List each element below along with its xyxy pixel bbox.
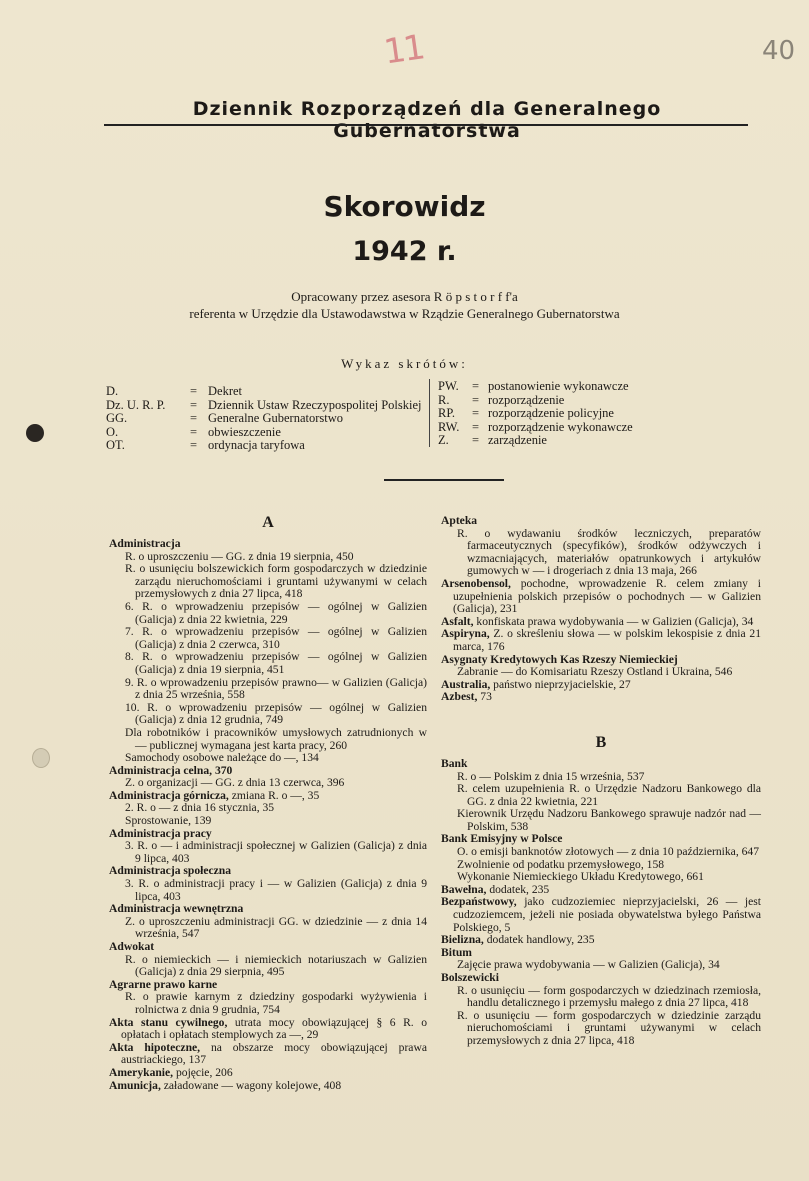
index-subentry: Dla robotników i pracowników umysłowych zatrudnionych w — publicznej wymagana jest karta pracy, 260 [125,725,427,752]
index-heading: Bitum [441,945,472,959]
abbreviation-meaning: zarządzenie [488,433,547,447]
index-subentry: R. o usunięciu — form gospodarczych w dziedzinach rzemiosła, handlu detalicznego i przemysłu małego z dnia 27 lipca, 418 [457,983,761,1010]
abbreviation-key: RP. [438,406,456,420]
index-heading: Administracja [109,537,181,550]
index-entry-detail: załadowane — wagony kolejowe, 408 [160,1078,342,1092]
red-folio-mark: 11 [381,27,426,73]
abbreviation-equals: = [190,384,198,398]
index-subentry: Z. o organizacji — GG. z dnia 13 czerwca, 396 [125,776,345,790]
abbreviation-equals: = [472,433,480,447]
index-heading: Bank Emisyjny w Polsce [441,832,563,846]
index-entry-detail: konfiskata prawa wydobywania — w Galizien (Galicja), 34 [473,614,754,628]
abbreviation-key: Z. [438,433,449,447]
index-subentry: 3. R. o administracji pracy i — w Galizien (Galicja) z dnia 9 lipca, 403 [125,877,427,903]
index-subentry: R. o uproszczeniu — GG. z dnia 19 sierpnia, 450 [125,549,354,563]
index-entry-term: Australia, [441,677,491,691]
abbreviation-equals: = [472,392,480,407]
section-rule [384,479,504,481]
abbreviation-row [106,439,422,453]
index-entry-term: Arsenobensol, [441,576,511,590]
index-subentry: Sprostowanie, 139 [125,814,212,828]
page-title: Skorowidz [323,190,486,223]
index-subentry: 10. R. o wprowadzeniu przepisów — ogólnej w Galizien (Galicja) z dnia 12 grudnia, 749 [125,700,427,727]
abbreviations-right [438,380,633,448]
index-column-left [109,512,427,1092]
index-list [109,538,427,1092]
index-subentry: R. o — Polskim z dnia 15 września, 537 [457,769,645,783]
index-subentry: R. o usunięciu — form gospodarczych w dziedzinie zarządu nieruchomościami i gruntami używanymi w celach przemysłowych z dnia 27 lipca, 418 [457,1008,761,1047]
index-subentry: R. celem uzupełnienia R. o Urzędzie Nadzoru Bankowego dla GG. z dnia 22 kwietnia, 221 [457,782,761,808]
index-entry-term: Bezpaństwowy, [441,895,517,909]
index-entry [441,691,761,704]
index-entry-detail: utrata mocy obowiązującej § 6 R. o opłatach i opłatach stemplowych za —, 29 [121,1015,427,1042]
index-heading: Bolszewicki [441,971,499,984]
index-entry-term: Administracja górnicza, [109,788,229,802]
index-subentry: Zabranie — do Komisariatu Rzeszy Ostland i Ukraina, 546 [457,665,733,679]
abbreviation-meaning: Generalne Gubernatorstwo [208,411,344,425]
abbreviation-equals: = [472,379,480,393]
abbreviation-row [438,421,633,435]
abbreviations-left [106,385,422,453]
abbreviation-equals: = [190,411,198,425]
index-subentry: Samochody osobowe należące do —, 134 [125,751,319,765]
index-heading: Agrarne prawo karne [109,977,218,991]
abbreviation-meaning: rozporządzenie [488,392,565,407]
index-entry-detail: Z. o skreśleniu słowa — w polskim lekospisie z dnia 21 marca, 176 [453,627,761,653]
index-entry-term: Akta hipoteczne, [109,1040,201,1054]
page-year: 1942 r. [352,236,457,267]
index-entry [441,578,761,616]
index-entry [441,896,761,934]
abbreviation-row [438,407,633,421]
index-subentry: R. o niemieckich — i niemieckich notariuszach w Galizien (Galicja) z dnia 29 sierpnia, 495 [125,952,427,979]
index-subentry: 3. R. o — i administracji społecznej w Galizien (Galicja) z dnia 9 lipca, 403 [125,839,427,865]
abbreviation-row [106,412,422,426]
index-entry-term: Aspiryna, [441,627,490,641]
abbreviation-meaning: rozporządzenie wykonawcze [488,419,633,434]
index-letter: A [262,514,274,531]
abbreviation-meaning: ordynacja taryfowa [208,438,305,452]
index-entry-detail: pochodne, wprowadzenie R. celem zmiany i uzupełnienia polskich przepisów o pochodnych — w Galizien (Galicja), 231 [453,576,761,616]
index-subentry: Zwolnienie od podatku przemysłowego, 158 [457,857,665,871]
index-entry-term: Amerykanie, [109,1065,174,1079]
abbreviation-key: Dz. U. R. P. [106,397,166,412]
index-heading: Administracja pracy [109,826,212,840]
abbreviation-key: D. [106,384,119,398]
prepared-by-line: Opracowany przez asesora R ö p s t o r f f'a [291,289,518,304]
index-heading: Administracja wewnętrzna [109,902,244,916]
index-list [441,758,761,1048]
index-entry [441,628,761,653]
index-subentry: R. o usunięciu bolszewickich form gospodarczych w dziedzinie zarządu nieruchomościami i gruntami używanymi w celach przemysłowych z dnia 27 lipca, 418 [125,562,427,601]
index-entry-detail: na obszarze mocy obowiązującej prawa austriackiego, 137 [121,1040,427,1067]
punch-hole [26,424,44,442]
index-entry-term: Bawełna, [441,882,487,896]
index-entry-term: Akta stanu cywilnego, [109,1015,228,1029]
abbreviation-meaning: rozporządzenie policyjne [488,406,614,420]
index-entry [109,1080,427,1093]
abbreviation-row [106,399,422,413]
index-subentry: R. o wydawaniu środków leczniczych, preparatów farmaceutycznych (specyfików), środków odżywczych i wzmacniających, materiałów opatrunkowych i artykułów gumowych w — i drogeriach z dnia 13 maja, 266 [457,526,761,578]
abbreviation-key: O. [106,424,119,439]
abbreviation-equals: = [190,438,198,452]
abbreviation-row [438,380,633,394]
index-letter: B [595,733,607,751]
index-subentry: Z. o uproszczeniu administracji GG. w dziedzinie — z dnia 14 września, 547 [125,914,427,941]
abbreviation-key: GG. [106,411,128,425]
index-entry-term: Amunicja, [109,1078,161,1092]
abbreviation-meaning: obwieszczenie [208,424,281,439]
index-subentry: Wykonanie Niemieckiego Układu Kredytowego, 661 [457,870,704,884]
index-entry-detail: pojęcie, 206 [173,1065,233,1079]
abbreviation-equals: = [190,397,198,412]
index-subentry: 6. R. o wprowadzeniu przepisów — ogólnej w Galizien (Galicja) z dnia 22 kwietnia, 229 [125,599,427,626]
abbreviation-equals: = [190,424,198,439]
abbreviation-meaning: Dekret [208,384,243,398]
index-subentry: Zajęcie prawa wydobywania — w Galizien (Galicja), 34 [457,958,720,972]
abbreviations-divider [429,379,430,447]
index-entry-detail: zmiana R. o —, 35 [228,788,320,802]
index-entry [109,1042,427,1067]
abbreviation-meaning: Dziennik Ustaw Rzeczypospolitej Polskiej [208,397,422,412]
index-entry-detail: jako cudzoziemiec nieprzyjacielski, 26 — jest cudzoziemcem, jeżeli nie posiada obywatelstwa byłego Państwa Polskiego, 5 [453,895,761,934]
index-entry-detail: państwo nieprzyjacielskie, 27 [490,677,631,691]
abbreviations-title: Wykaz skrótów: [341,356,468,371]
index-column-right [441,515,761,1048]
index-heading: Administracja społeczna [109,864,232,878]
index-heading: Administracja celna, 370 [109,763,233,777]
index-list [441,515,761,704]
index-heading: Apteka [441,514,478,527]
index-entry-term: Bielizna, [441,933,484,947]
abbreviation-key: R. [438,392,450,407]
prepared-by-line: referenta w Urzędzie dla Ustawodawstwa w Rządzie Generalnego Gubernatorstwa [189,306,620,321]
abbreviation-row [438,434,633,448]
index-subentry: Kierownik Urzędu Nadzoru Bankowego sprawuje nadzór nad — Polskim, 538 [457,807,761,833]
index-entry [109,1017,427,1042]
index-subentry: 9. R. o wprowadzeniu przepisów prawno— w Galizien (Galicja) z dnia 25 września, 558 [125,675,427,702]
header-rule [104,124,748,126]
abbreviation-row [438,394,633,408]
index-subentry: 7. R. o wprowadzeniu przepisów — ogólnej w Galizien (Galicja) z dnia 2 czerwca, 310 [125,625,427,651]
index-entry [441,934,761,947]
index-subentry: 2. R. o — z dnia 16 stycznia, 35 [125,801,275,815]
journal-title: Dziennik Rozporządzeń dla Generalnego Gubernatorstwa [192,98,662,142]
index-entry-term: Azbest, [441,690,478,704]
index-entry-detail: dodatek, 235 [486,882,550,896]
abbreviation-key: OT. [106,438,125,452]
index-subentry: 8. R. o wprowadzeniu przepisów — ogólnej w Galizien (Galicja) z dnia 19 sierpnia, 451 [125,650,427,676]
page-number: 40 [762,36,796,66]
index-entry-detail: dodatek handlowy, 235 [483,933,595,947]
abbreviation-equals: = [472,406,480,420]
abbreviation-row [106,426,422,440]
abbreviation-row [106,385,422,399]
index-entry-detail: 73 [477,690,492,704]
index-subentry: O. o emisji banknotów złotowych — z dnia 10 października, 647 [457,845,760,859]
abbreviation-key: RW. [438,419,460,434]
index-entry-term: Asfalt, [441,614,474,628]
index-subentry: R. o prawie karnym z dziedziny gospodarki wyżywienia i rolnictwa z dnia 9 grudnia, 754 [125,990,427,1016]
abbreviation-meaning: postanowienie wykonawcze [488,379,629,393]
punch-hole [32,748,50,768]
index-heading: Bank [441,756,468,770]
index-heading: Adwokat [109,940,155,953]
index-heading: Asygnaty Kredytowych Kas Rzeszy Niemieckiej [441,652,678,666]
abbreviation-key: PW. [438,379,459,393]
abbreviation-equals: = [472,419,480,434]
